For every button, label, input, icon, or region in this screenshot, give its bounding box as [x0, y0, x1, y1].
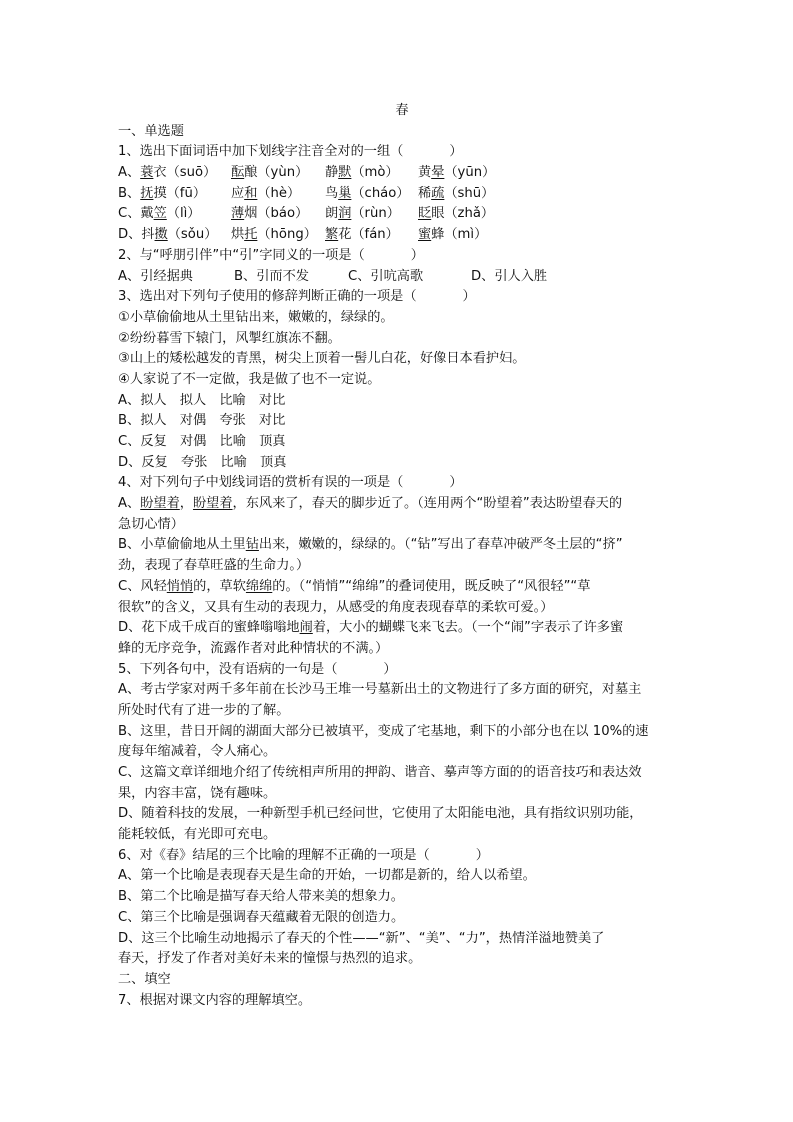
question-6-line: 春天，抒发了作者对美好未来的憧憬与热烈的追求。: [118, 951, 422, 967]
option-c: C、引吭高歌: [348, 268, 424, 284]
option-b: B、引而不发: [234, 268, 309, 284]
question-1-stem: 1、选出下面词语中加下划线字注音全对的一组（ ）: [118, 144, 463, 160]
question-4-option-d: D、花下成千成百的蜜蜂嗡嗡地闹着，大小的蝴蝶飞来飞去。（一个“闹”字表示了许多蜜: [118, 620, 624, 636]
question-3-option-d: D、反复 夸张 比喻 顶真: [118, 454, 287, 470]
question-2-stem: 2、与“呼朋引伴”中“引”字同义的一项是（ ）: [118, 247, 424, 263]
question-5-line: A、考古学家对两千多年前在长沙马王堆一号墓新出土的文物进行了多方面的研究，对墓主: [118, 682, 642, 698]
question-1-option-c: C、戴笠（lì） 薄烟（báo） 朗润（rùn） 眨眼（zhǎ）: [118, 206, 495, 222]
worksheet: [118, 101, 678, 1011]
question-7-stem: 7、根据对课文内容的理解填空。: [118, 992, 312, 1008]
question-3-option-b: B、拟人 对偶 夸张 对比: [118, 413, 286, 429]
question-4-option-b: B、小草偷偷地从土里钻出来，嫩嫩的，绿绿的。（“钻”写出了春草冲破严冬土层的“挤”: [118, 537, 623, 553]
question-3-option-a: A、拟人 拟人 比喻 对比: [118, 392, 286, 408]
question-4-option-b-cont: 劲，表现了春草旺盛的生命力。）: [118, 558, 310, 574]
question-5-line: B、这里，昔日开阔的湖面大部分已被填平，变成了宅基地，剩下的小部分也在以 10%的速: [118, 723, 649, 739]
question-4-option-a: A、盼望着，盼望着，东风来了，春天的脚步近了。（连用两个“盼望着”表达盼望春天的: [118, 496, 623, 512]
question-6-stem: 6、对《春》结尾的三个比喻的理解不正确的一项是（ ）: [118, 847, 489, 863]
question-6-line: B、第二个比喻是描写春天给人带来美的想象力。: [118, 889, 404, 905]
question-6-line: D、这三个比喻生动地揭示了春天的个性——“新”、“美”、“力”，热情洋溢地赞美了: [118, 930, 605, 946]
question-3-stem: 3、选出对下列句子使用的修辞判断正确的一项是（ ）: [118, 289, 476, 305]
question-1-option-a: A、蓑衣（suō） 酝酿（yùn） 静默（mò） 黄晕（yūn）: [118, 165, 496, 181]
question-4-option-c: C、风轻悄悄的，草软绵绵的。（“悄悄”“绵绵”的叠词使用，既反映了“风很轻”“草: [118, 578, 591, 594]
question-5-line: C、这篇文章详细地介绍了传统相声所用的押韵、谐音、摹声等方面的的语音技巧和表达效: [118, 765, 642, 780]
question-1-option-b: B、抚摸（fū） 应和（hè） 鸟巢（cháo） 稀疏（shū）: [118, 185, 495, 201]
question-3-option-c: C、反复 对偶 比喻 顶真: [118, 434, 286, 449]
question-2-options: [118, 267, 678, 288]
question-5-stem: 5、下列各句中，没有语病的一句是（ ）: [118, 661, 397, 677]
option-d: D、引人入胜: [471, 268, 548, 284]
option-a: A、引经据典: [118, 268, 193, 284]
section-heading-single-choice: 一、单选题: [118, 123, 184, 139]
question-4-option-a-cont: 急切心情）: [118, 516, 184, 532]
question-1-option-d: D、抖擞（sǒu） 烘托（hōng） 繁花（fán） 蜜蜂（mì）: [118, 227, 488, 243]
question-5-line: 果，内容丰富，饶有趣味。: [118, 785, 277, 801]
section-heading-fill-in: 二、填空: [118, 971, 171, 987]
question-4-option-c-cont: 很软”的含义，又具有生动的表现力，从感受的角度表现春草的柔软可爱。）: [118, 599, 554, 615]
question-5-line: 所处时代有了进一步的了解。: [118, 702, 290, 718]
question-4-stem: 4、对下列句子中划线词语的赏析有误的一项是（ ）: [118, 475, 463, 491]
question-3-sentence: ①小草偷偷地从土里钻出来，嫩嫩的，绿绿的。: [118, 309, 394, 325]
question-6-line: C、第三个比喻是强调春天蕴藏着无限的创造力。: [118, 909, 405, 925]
question-5-line: 度每年缩减着，令人痛心。: [118, 744, 277, 760]
question-3-sentence: ③山上的矮松越发的青黑，树尖上顶着一髻儿白花，好像日本看护妇。: [118, 351, 526, 367]
page-title: 春: [395, 103, 409, 118]
question-3-sentence: ②纷纷暮雪下辕门，风掣红旗冻不翻。: [118, 330, 341, 346]
question-6-line: A、第一个比喻是表现春天是生命的开始，一切都是新的，给人以希望。: [118, 868, 536, 884]
question-5-line: D、随着科技的发展，一种新型手机已经问世，它使用了太阳能电池，具有指纹识别功能，: [118, 806, 643, 822]
question-5-line: 能耗较低，有光即可充电。: [118, 827, 277, 843]
question-4-option-d-cont: 蜂的无序竞争，流露作者对此种情状的不满。）: [118, 640, 389, 656]
question-3-sentence: ④人家说了不一定做，我是做了也不一定说。: [118, 371, 381, 387]
